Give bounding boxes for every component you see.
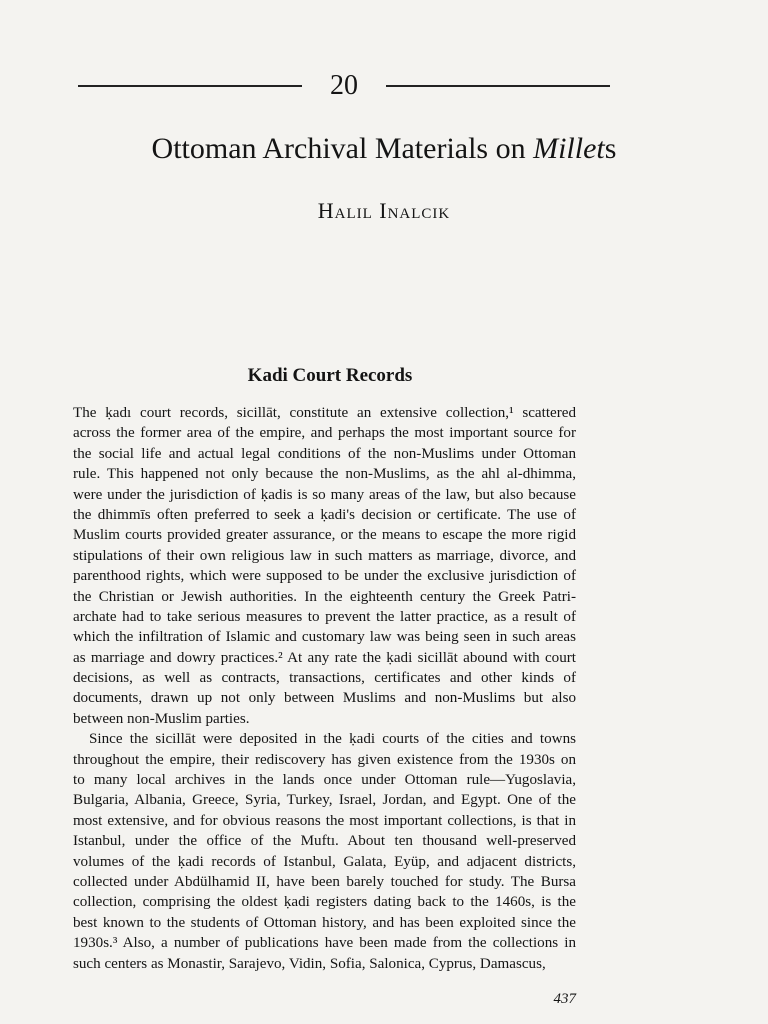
body-line: which the infiltration of Islamic and customary law was being seen in such areas bbox=[73, 629, 576, 646]
chapter-title-suffix: s bbox=[604, 132, 617, 165]
body-line: documents, drawn up not only between Muslims and non-Muslims but also bbox=[73, 690, 576, 707]
body-line: best known to the students of Ottoman history, and has been exploited since the bbox=[73, 914, 576, 931]
page-number: 437 bbox=[553, 991, 576, 1007]
body-line: the Christian or Jewish authorities. In the eighteenth century the Greek Patri- bbox=[73, 588, 576, 605]
chapter-rule-left bbox=[78, 85, 302, 87]
body-line: were under the jurisdiction of ḳadis is so many areas of the law, but also because bbox=[73, 486, 576, 503]
body-line: archate had to take serious measures to prevent the latter practice, as a result of bbox=[73, 608, 576, 625]
body-line: collection, comprising the oldest ḳadi registers dating back to the 1460s, is the bbox=[73, 894, 576, 911]
body-line: parenthood rights, which were supposed to be under the exclusive jurisdiction of bbox=[73, 568, 576, 585]
body-line: 1930s.³ Also, a number of publications have been made from the collections in bbox=[73, 935, 576, 952]
body-line: volumes of the ḳadi records of Istanbul, Galata, Eyüp, and adjacent districts, bbox=[73, 853, 576, 870]
body-line: collected under Abdülhamid II, have been barely touched for study. The Bursa bbox=[73, 873, 576, 890]
body-line: as marriage and dowry practices.² At any rate the ḳadi sicillāt abound with court bbox=[73, 649, 576, 666]
chapter-title bbox=[0, 130, 768, 168]
body-line: Istanbul, under the office of the Muftı. About ten thousand well-preserved bbox=[73, 833, 576, 850]
paragraph-1 bbox=[73, 403, 576, 729]
paragraph-2 bbox=[73, 729, 576, 974]
chapter-number: 20 bbox=[330, 70, 358, 101]
body-line: Muslim courts provided greater assurance, or the means to escape the more rigid bbox=[73, 527, 576, 544]
body-line: The ḳadı court records, sicillāt, constitute an extensive collection,¹ scattered bbox=[73, 405, 576, 421]
body-line: across the former area of the empire, and perhaps the most important source for bbox=[73, 425, 576, 442]
body-line: such centers as Monastir, Sarajevo, Vidin, Sofia, Salonica, Cyprus, Damascus, bbox=[73, 955, 546, 972]
body-line: rule. This happened not only because the non-Muslims, as the ahl al-dhimma, bbox=[73, 466, 576, 483]
chapter-author: Halil Inalcik bbox=[317, 198, 451, 223]
body-line: to many local archives in the lands once under Ottoman rule—Yugoslavia, bbox=[73, 772, 576, 789]
chapter-rule-right bbox=[386, 85, 610, 87]
chapter-title-main: Ottoman Archival Materials on bbox=[151, 132, 534, 165]
body-line: stipulations of their own religious law in such matters as marriage, divorce, and bbox=[73, 547, 576, 564]
body-line: decisions, as well as contracts, transactions, certificates and other kinds of bbox=[73, 670, 576, 687]
body-line: the social life and actual legal conditions of the non-Muslims under Ottoman bbox=[73, 445, 576, 462]
body-line: Bulgaria, Albania, Greece, Syria, Turkey, Israel, Jordan, and Egypt. One of the bbox=[73, 792, 576, 809]
body-text bbox=[73, 403, 576, 974]
chapter-header bbox=[78, 66, 610, 106]
body-line: between non-Muslim parties. bbox=[73, 710, 250, 727]
body-line: Since the sicillāt were deposited in the ḳadi courts of the cities and towns bbox=[89, 731, 576, 748]
body-line: most extensive, and for obvious reasons the most important collections, is that in bbox=[73, 812, 576, 829]
chapter-title-italic: Millet bbox=[533, 132, 605, 165]
section-heading: Kadi Court Records bbox=[247, 365, 413, 386]
body-line: the dhimmīs often preferred to seek a ḳadi's decision or certificate. The use of bbox=[73, 506, 576, 523]
body-line: throughout the empire, their rediscovery has given existence from the 1930s on bbox=[73, 751, 576, 768]
